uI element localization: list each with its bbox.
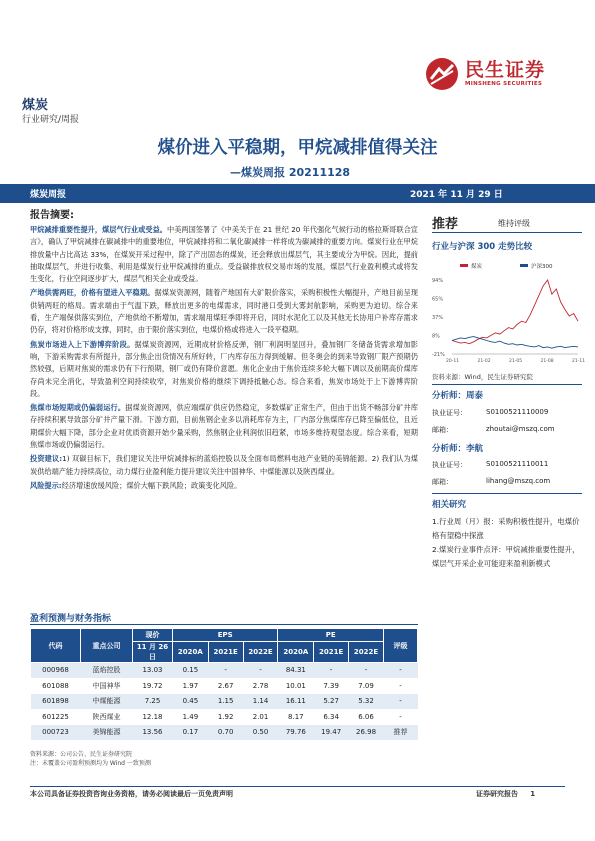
cell-pe: 19.47	[314, 725, 349, 741]
cell-code: 601225	[31, 709, 81, 725]
cell-eps: 1.15	[208, 694, 243, 710]
related-item[interactable]: 1.行业周（月）报：采购积极性提升，电煤价格有望稳中探涨	[432, 517, 580, 540]
cell-pe: 26.98	[349, 725, 384, 741]
paragraph-lead: 投资建议:	[30, 454, 63, 464]
trend-chart	[432, 258, 586, 368]
y-tick-label: -21%	[432, 352, 445, 358]
paragraph-lead: 甲烷减排重要性提升，煤层气行业或受益。	[30, 225, 167, 234]
cell-price: 12.18	[133, 709, 173, 725]
logo-text-en: MINSHENG SECURITIES	[465, 80, 543, 87]
cell-pe: -	[349, 663, 384, 679]
table-source: 资料来源：公司公告、民生证券研究院	[30, 751, 133, 758]
band-report-type: 煤炭周报	[30, 190, 67, 200]
analyst1-title: 分析师：周泰	[432, 391, 484, 401]
financials-title: 盈利预测与财务指标	[30, 614, 112, 624]
cell-eps: -	[243, 663, 278, 679]
cell-eps: -	[208, 663, 243, 679]
sidebar-divider	[432, 493, 582, 494]
cell-rating: -	[384, 663, 418, 679]
x-tick-label: 21-11	[572, 359, 586, 364]
analyst1-email[interactable]: zhoutai@mszq.com	[486, 425, 555, 433]
cell-pe: 7.39	[314, 678, 349, 694]
summary-paragraph	[30, 402, 418, 451]
cell-company: 中国神华	[81, 678, 133, 694]
col-price: 现价	[133, 629, 173, 642]
cell-eps: 2.01	[243, 709, 278, 725]
analyst2-title: 分析师：李航	[432, 444, 484, 454]
cell-code: 000968	[31, 663, 81, 679]
cell-eps: 0.15	[173, 663, 209, 679]
y-tick-label: 37%	[432, 315, 444, 321]
legend-swatch	[520, 264, 528, 267]
cell-eps: 1.14	[243, 694, 278, 710]
analyst2-email-label: 邮箱：	[432, 478, 453, 486]
table-note: 注：未覆盖公司盈利预测均为 Wind 一致预测	[30, 760, 151, 767]
cell-pe: 5.27	[314, 694, 349, 710]
series-line	[452, 280, 578, 344]
cell-company: 陕西煤业	[81, 709, 133, 725]
cell-pe: 10.01	[278, 678, 314, 694]
cell-eps: 1.92	[208, 709, 243, 725]
table-source-note	[30, 750, 151, 768]
report-category: 行业研究/周报	[22, 115, 80, 125]
footer-divider	[30, 786, 565, 787]
sidebar-divider	[432, 384, 582, 385]
cell-eps: 1.97	[173, 678, 209, 694]
cell-pe: -	[314, 663, 349, 679]
legend-label: 沪深300	[531, 264, 553, 270]
col-code: 代码	[31, 629, 81, 663]
cell-pe: 7.09	[349, 678, 384, 694]
cell-rating: -	[384, 694, 418, 710]
paragraph-text: 经济增速放缓风险；煤价大幅下跌风险；政策变化风险。	[61, 480, 242, 490]
col-year: 2021E	[208, 642, 243, 663]
summary-paragraph	[30, 339, 418, 400]
summary-section	[30, 206, 418, 494]
paragraph-text: 据煤炭资源网，近期成材价格反弹，钢厂利润明显回升，叠加钢厂冬储备货需求增加影响，下游采购需求有所提升，部分焦企出货情况有所好转，厂内库存压力得到缓解。但冬奥会的到来导致钢厂限产预期仍然较强，后期对焦炭的需求仍有下行预期，钢厂或仍有降价意愿。焦化企业由于焦价连续多轮大幅下调以及前期高价煤库存尚未完全消化，导致盈利空间持续收窄，对焦炭价格的继续下调持抵触心态。综合来看，焦炭市场处于上下游博弈阶段。	[30, 339, 418, 398]
rating-label: 维持评级	[498, 219, 530, 228]
cell-eps: 0.70	[208, 725, 243, 741]
cell-pe: 8.17	[278, 709, 314, 725]
cell-pe: 5.32	[349, 694, 384, 710]
summary-paragraph	[30, 287, 418, 336]
sector-label: 煤炭	[22, 98, 49, 113]
table-row	[31, 678, 418, 694]
summary-paragraph	[30, 480, 418, 492]
cell-pe: 6.34	[314, 709, 349, 725]
analyst2-cert-label: 执业证号：	[432, 461, 467, 469]
cell-pe: 6.06	[349, 709, 384, 725]
paragraph-lead: 焦煤市场短期或仍偏弱运行。	[30, 403, 126, 413]
col-eps: EPS	[173, 629, 278, 642]
col-year: 2022E	[349, 642, 384, 663]
footer-disclaimer: 本公司具备证券投资咨询业务资格，请务必阅读最后一页免责声明	[30, 790, 233, 798]
cell-code: 000723	[31, 725, 81, 741]
col-year: 2022E	[243, 642, 278, 663]
band-date: 2021 年 11 月 29 日	[410, 190, 503, 200]
cell-price: 13.56	[133, 725, 173, 741]
cell-eps: 2.78	[243, 678, 278, 694]
legend-label: 煤炭	[471, 264, 483, 270]
cell-price: 7.25	[133, 694, 173, 710]
y-tick-label: 65%	[432, 296, 444, 303]
paragraph-text: 中美两国签署了《中美关于在 21 世纪 20 年代强化气候行动的格拉斯哥联合宣言》，确认了甲烷减排在碳减排中的重要地位，甲烷减排将和二氧化碳减排一样将成为碳减排的重要方向。煤炭行业在甲烷排放量中占比高达 33%，在煤炭开采过程中，除了产出固态的煤炭，还会释放出煤层气，其主要成分为甲烷。因此，提前抽取煤层气，并进行收集、利用是煤炭行业甲烷减排的重点。受益碳排放权交易市场的发展，煤层气行业盈利模式或将发生变化，行业空间逐步扩大，煤层气相关企业或受益。	[30, 225, 418, 284]
table-row	[31, 694, 418, 710]
paragraph-text: 据煤炭资源网，供应端煤矿供应仍然稳定，多数煤矿正常生产，但由于出货不畅部分矿井库存持续积累导致部分矿井产量下滑。下游方面，目前焦钢企业多以消耗库存为主，厂内部分焦煤库存已降至偏低位，且近期煤价大幅下降，部分企业对优质资源开始少量采购，然焦钢企业利润依旧趋紧，市场多维持观望态度。综合来看，短期焦煤市场或仍偏弱运行。	[30, 403, 418, 450]
analyst2-email[interactable]: lihang@mszq.com	[486, 477, 551, 485]
x-tick-label: 20-11	[446, 359, 460, 364]
minsheng-logo-icon	[425, 57, 459, 91]
col-company: 重点公司	[81, 629, 133, 663]
paragraph-text: 据煤炭资源网，随着产地国有大矿限价落实，采购积极性大幅提升，产地目前呈现供销两旺的格局。需求端由于气温下跌，释放出更多的电煤需求，同时港口受到大雾封航影响，采购更为迫切。综合来看，生产端保供落实到位，产地供给不断增加，需求端用煤旺季即将开启，同时水泥化工以及其他无长协用户补库存需求仍存，将对价格形成支撑，同时，由于限价落实到位，电煤价格或将进入一段平稳期。	[30, 288, 418, 335]
y-tick-label: 8%	[432, 333, 440, 340]
table-row	[31, 709, 418, 725]
col-year: 2021E	[314, 642, 349, 663]
footer-label	[476, 789, 535, 799]
title-band	[0, 184, 595, 203]
cell-pe: 16.11	[278, 694, 314, 710]
financials-table	[30, 628, 418, 741]
cell-eps: 0.50	[243, 725, 278, 741]
summary-heading: 报告摘要:	[30, 210, 74, 221]
footer-report-type: 证券研究报告	[476, 790, 518, 798]
report-subtitle: —煤炭周报 20211128	[230, 166, 351, 179]
cell-company: 美锦能源	[81, 725, 133, 741]
related-title: 相关研究	[432, 500, 467, 510]
col-pe: PE	[278, 629, 384, 642]
report-title: 煤价进入平稳期，甲烷减排值得关注	[157, 138, 438, 158]
cell-company: 蓝焰控股	[81, 663, 133, 679]
paragraph-lead: 风险提示:	[30, 480, 62, 490]
col-rating: 评级	[384, 629, 418, 663]
col-year: 2020A	[278, 642, 314, 663]
x-tick-label: 21-02	[477, 359, 491, 364]
cell-rating: -	[384, 709, 418, 725]
cell-eps: 0.45	[173, 694, 209, 710]
col-year: 2020A	[173, 642, 209, 663]
trend-chart-svg	[432, 258, 586, 368]
chart-source: 资料来源：Wind，民生证券研究院	[432, 373, 533, 381]
cell-rating: -	[384, 678, 418, 694]
analyst1-cert: S0100521110009	[486, 408, 549, 416]
cell-eps: 1.49	[173, 709, 209, 725]
summary-paragraph	[30, 453, 418, 478]
cell-pe: 84.31	[278, 663, 314, 679]
page-number: 1	[530, 790, 536, 798]
col-price-date: 11 月 26 日	[133, 642, 173, 663]
legend-swatch	[460, 264, 468, 267]
table-row	[31, 663, 418, 679]
logo-text-cn: 民生证券	[465, 58, 546, 81]
cell-eps: 0.17	[173, 725, 209, 741]
paragraph-lead: 产地供需两旺，价格有望进入平稳期。	[30, 288, 155, 298]
paragraph-text: 1) 双碳目标下，我们建议关注甲烷减排标的蓝焰控股以及全面布局燃料电池产业链的美锦能源。2) 我们认为煤炭供给端产能力持续高位，动力煤行业盈利能力提升建议关注中国神华、中煤能源以及陕西煤业。	[30, 454, 418, 476]
summary-paragraph	[30, 224, 418, 285]
cell-price: 19.72	[133, 678, 173, 694]
x-tick-label: 21-05	[509, 359, 523, 364]
related-item[interactable]: 2.煤炭行业事件点评：甲烷减排重要性提升，煤层气开采企业可能迎来盈利新模式	[432, 545, 580, 568]
paragraph-lead: 焦炭市场进入上下游博弈阶段。	[30, 339, 135, 349]
cell-pe: 79.76	[278, 725, 314, 741]
analyst2-cert: S0100521110011	[486, 460, 549, 468]
cell-company: 中煤能源	[81, 694, 133, 710]
sidebar-divider	[432, 232, 582, 233]
cell-rating: 推荐	[384, 725, 418, 741]
recommendation: 推荐	[432, 217, 459, 232]
analyst1-cert-label: 执业证号：	[432, 409, 467, 417]
chart-title: 行业与沪深 300 走势比较	[432, 242, 533, 252]
cell-eps: 2.67	[208, 678, 243, 694]
analyst1-email-label: 邮箱：	[432, 426, 453, 434]
cell-code: 601898	[31, 694, 81, 710]
related-list	[432, 515, 582, 571]
cell-code: 601088	[31, 678, 81, 694]
series-line	[452, 337, 578, 349]
y-tick-label: 94%	[432, 278, 444, 284]
company-logo	[425, 56, 570, 92]
x-tick-label: 21-08	[540, 359, 554, 364]
table-row	[31, 725, 418, 741]
financials-divider	[30, 624, 418, 625]
cell-price: 13.03	[133, 663, 173, 679]
